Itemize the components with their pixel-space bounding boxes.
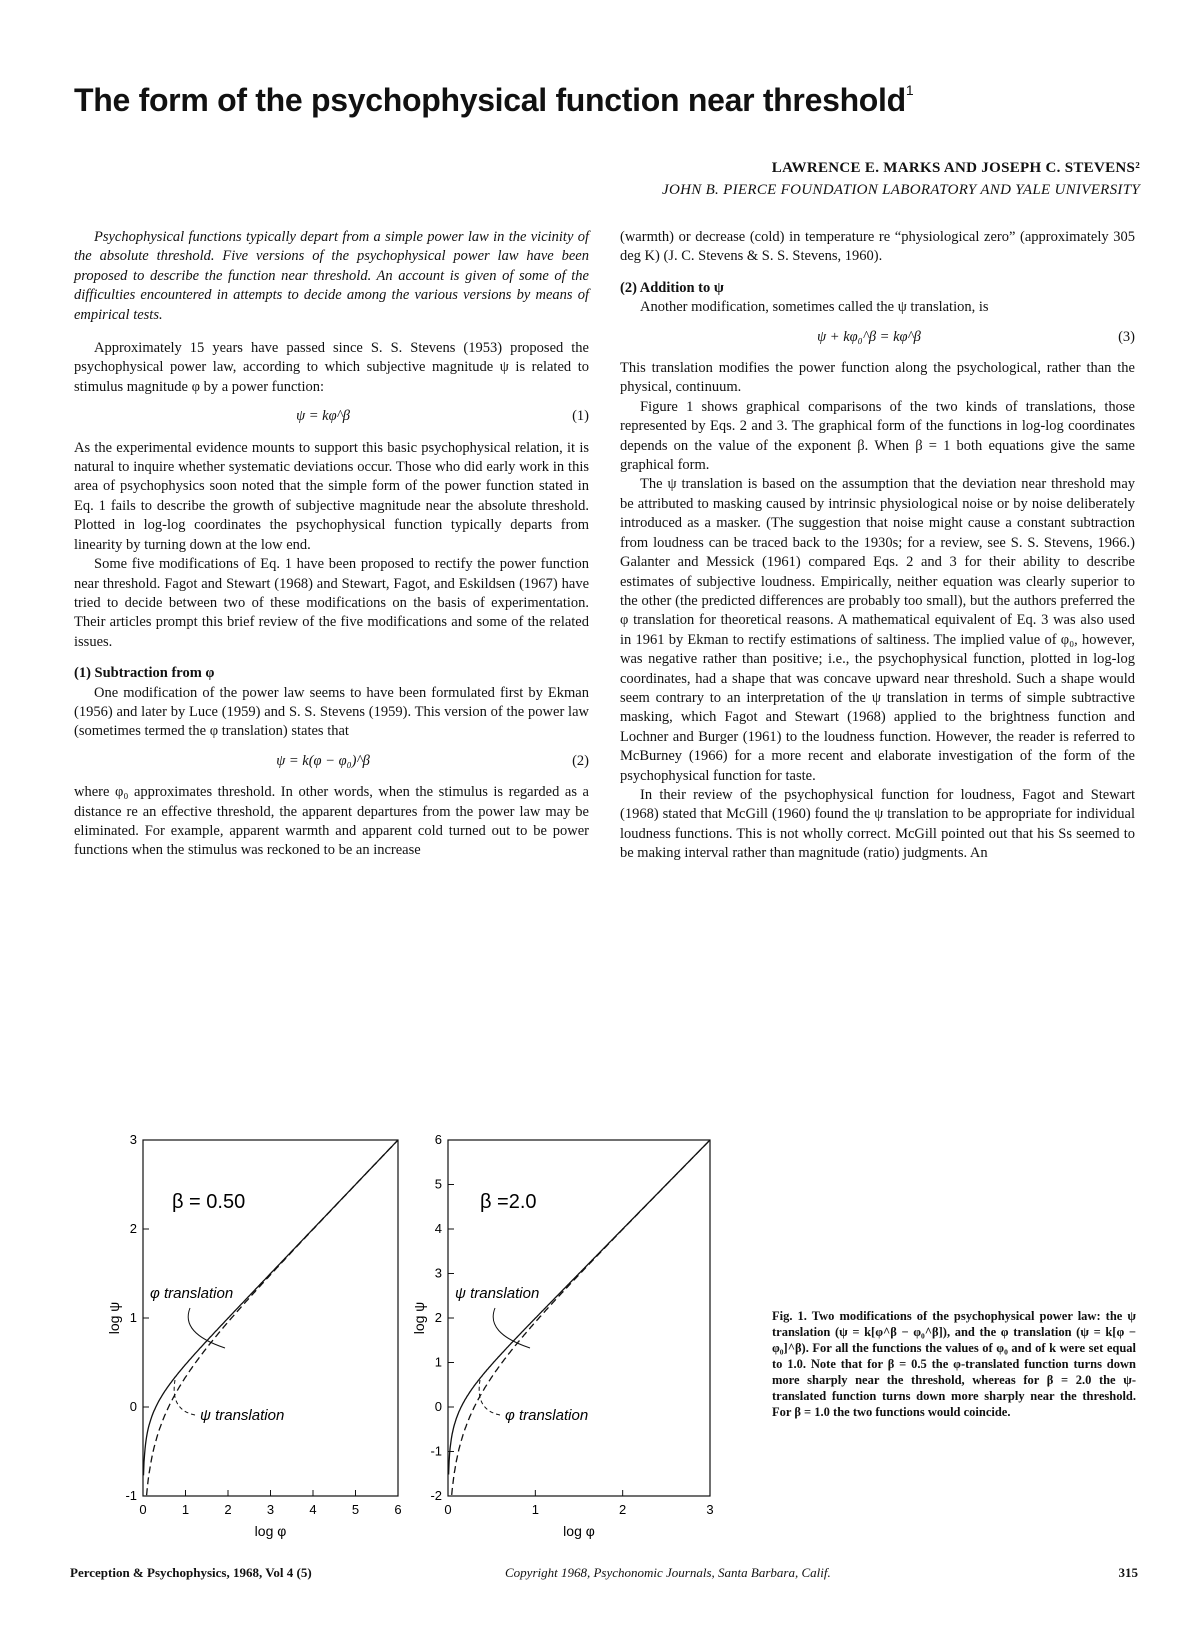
paragraph: Some five modifications of Eq. 1 have been proposed to rectify the power function near threshold. Fagot and Stewart (1968) and Stewart, Fagot, and Eskildsen (1967) have tried to decide between two of these modifications on the basis of experimentation. Their articles prompt this brief review of the five modifications and some of the related issues.	[74, 556, 589, 650]
curve-label: φ translation	[150, 1285, 234, 1302]
beta-annotation: β = 0.50	[172, 1191, 246, 1213]
x-tick-label: 1	[181, 1502, 190, 1517]
paragraph: As the experimental evidence mounts to support this basic psychophysical relation, it is natural to inquire whether systematic deviations occur. Those who did early work in this area of psychophysics soon noted that the simple form of the power function stated in Eq. 1 fails to describe the growth of subjective magnitude near the absolute threshold. Plotted in log-log coordinates the psychophysical function typically departs from linearity by turning down at the low end.	[74, 439, 589, 553]
y-tick-label: 0	[434, 1399, 442, 1414]
y-tick-label: -2	[430, 1488, 442, 1503]
authors: LAWRENCE E. MARKS AND JOSEPH C. STEVENS²	[771, 160, 1140, 176]
equation-text: ψ = k(φ − φ₀)^β	[276, 752, 370, 769]
curve-label: ψ translation	[455, 1285, 540, 1302]
figure-1	[106, 1118, 750, 1548]
equation-text: ψ + kφ₀^β = kφ^β	[817, 328, 921, 345]
x-tick-label: 3	[266, 1502, 275, 1517]
equation-number: (3)	[1118, 328, 1135, 345]
y-tick-label: 0	[129, 1399, 137, 1414]
paragraph: In their review of the psychophysical function for loudness, Fagot and Stewart (1968) stated that McGill (1960) found the ψ translation to be appropriate for individual loudness functions. This is not wholly correct. McGill pointed out that his Ss seemed to be making interval rather than magnitude (ratio) judgments. An	[620, 786, 1135, 862]
equation-number: (1)	[572, 408, 589, 425]
y-tick-label: 2	[434, 1310, 442, 1325]
y-tick-label: 6	[434, 1132, 442, 1147]
paragraph: The ψ translation is based on the assumption that the deviation near threshold may be attributed to masking caused by intrinsic physiological noise or by noise deliberately introduced as a masker. (The suggestion that noise might cause a constant subtraction from loudness can be traced back to the 1930s; for a review, see S. S. Stevens, 1966.) Galanter and Messick (1961) compared Eqs. 2 and 3 for their ability to describe estimates of subjective loudness. Empirically, neither equation was clearly superior to the other (the predicted differences are probably too small), but the authors preferred the φ translation for theoretical reasons. A mathematical equivalent of Eq. 3 was also used in 1961 by Ekman to rectify estimations of saltiness. The implied value of φ₀, however, was negative rather than positive; i.e., the psychophysical function, plotted in log-log coordinates, had a shape that was concave upward near threshold. Such a shape would seem contrary to an interpretation of the ψ translation in terms of simple subtractive masking, which Fagot and Stewart (1968) applied to the brightness function and Lochner and Burger (1961) to the loudness function. However, the reader is referred to McBurney (1966) for a more recent and elaborate investigation of the form of the psychophysical function for taste.	[620, 476, 1135, 784]
x-axis-label: log φ	[254, 1523, 287, 1539]
equation-2	[74, 752, 589, 771]
paragraph: This translation modifies the power function along the psychological, rather than the physical, continuum.	[620, 360, 1135, 396]
title-text: The form of the psychophysical function near threshold	[74, 82, 906, 118]
article-title	[74, 82, 1134, 119]
curve-label: φ translation	[505, 1407, 589, 1424]
equation-number: (2)	[572, 752, 589, 769]
y-tick-label: -1	[125, 1488, 137, 1503]
y-axis-label: log ψ	[411, 1301, 427, 1335]
left-column	[74, 228, 589, 861]
page-number: 315	[1118, 1565, 1138, 1580]
x-tick-label: 3	[706, 1502, 714, 1517]
y-tick-label: 5	[434, 1176, 442, 1192]
y-axis-label: log ψ	[106, 1301, 122, 1335]
title-footnote-mark: 1	[905, 82, 914, 98]
y-tick-label: 1	[129, 1310, 137, 1325]
section-heading: (2) Addition to ψ	[620, 279, 724, 296]
x-tick-label: 0	[444, 1502, 452, 1517]
y-tick-label: 3	[129, 1132, 137, 1147]
leader-line	[174, 1380, 195, 1415]
y-tick-label: 4	[434, 1221, 442, 1236]
affiliation: JOHN B. PIERCE FOUNDATION LABORATORY AND YALE UNIVERSITY	[662, 182, 1140, 198]
abstract: Psychophysical functions typically depart from a simple power law in the vicinity of the absolute threshold. Five versions of the psychophysical power law have been proposed to describe the function near threshold. An account is given of some of the difficulties encountered in attempts to decide among the various versions by means of empirical tests.	[74, 229, 589, 323]
x-axis-label: log φ	[563, 1523, 595, 1539]
x-tick-label: 2	[224, 1502, 232, 1517]
paragraph: One modification of the power law seems to have been formulated first by Ekman (1956) and later by Luce (1959) and S. S. Stevens (1959). This version of the power law (sometimes termed the φ translation) states that	[74, 684, 589, 740]
paragraph: where φ₀ approximates threshold. In other words, when the stimulus is regarded as a distance re an effective threshold, the apparent departures from the power law may be eliminated. For example, apparent warmth and apparent cold turned out to be power functions when the stimulus was reckoned to be an increase	[74, 784, 589, 859]
equation-text: ψ = kφ^β	[296, 408, 350, 425]
y-tick-label: 1	[434, 1354, 442, 1370]
y-tick-label: 2	[129, 1221, 137, 1236]
beta-annotation: β =2.0	[480, 1191, 537, 1213]
x-tick-label: 6	[394, 1502, 402, 1517]
x-tick-label: 4	[309, 1502, 317, 1517]
paragraph: Approximately 15 years have passed since S. S. Stevens (1953) proposed the psychophysical power law, according to which subjective magnitude ψ is related to stimulus magnitude φ by a power function:	[74, 340, 589, 395]
y-tick-label: 3	[434, 1265, 442, 1281]
paragraph: Another modification, sometimes called the ψ translation, is	[640, 299, 989, 316]
x-tick-label: 2	[619, 1502, 627, 1517]
leader-line	[479, 1380, 500, 1415]
y-tick-label: -1	[430, 1443, 442, 1459]
paragraph: (warmth) or decrease (cold) in temperature re “physiological zero” (approximately 305 deg K) (J. C. Stevens & S. S. Stevens, 1960).	[620, 229, 1135, 265]
x-tick-label: 1	[531, 1502, 539, 1517]
section-heading: (1) Subtraction from φ	[74, 665, 215, 682]
copyright: Copyright 1968, Psychonomic Journals, Santa Barbara, Calif.	[505, 1565, 831, 1580]
x-tick-label: 5	[351, 1502, 360, 1517]
right-column	[620, 228, 1135, 864]
equation-3	[620, 328, 1135, 347]
paragraph: Figure 1 shows graphical comparisons of the two kinds of translations, those represented by Eqs. 2 and 3. The graphical form of the functions in log-log coordinates depends on the value of the exponent β. When β = 1 both equations give the same graphical form.	[620, 398, 1135, 474]
x-tick-label: 0	[139, 1502, 147, 1517]
journal-citation: Perception & Psychophysics, 1968, Vol 4 (5)	[70, 1565, 312, 1580]
figure-caption: Fig. 1. Two modifications of the psychophysical power law: the ψ translation (ψ = k[φ^β − φ₀^β]), and the φ translation (ψ = k[φ − φ₀]^β). For all the functions the values of φ₀ and of k were set equal to 1.0. Note that for β = 0.5 the φ-translated function turns down more sharply near the threshold, whereas for β = 2.0 the ψ-translated function turns down more sharply near the threshold. For β = 1.0 the two functions would coincide.	[772, 1309, 1136, 1419]
equation-1	[74, 407, 589, 426]
curve-label: ψ translation	[200, 1407, 285, 1424]
